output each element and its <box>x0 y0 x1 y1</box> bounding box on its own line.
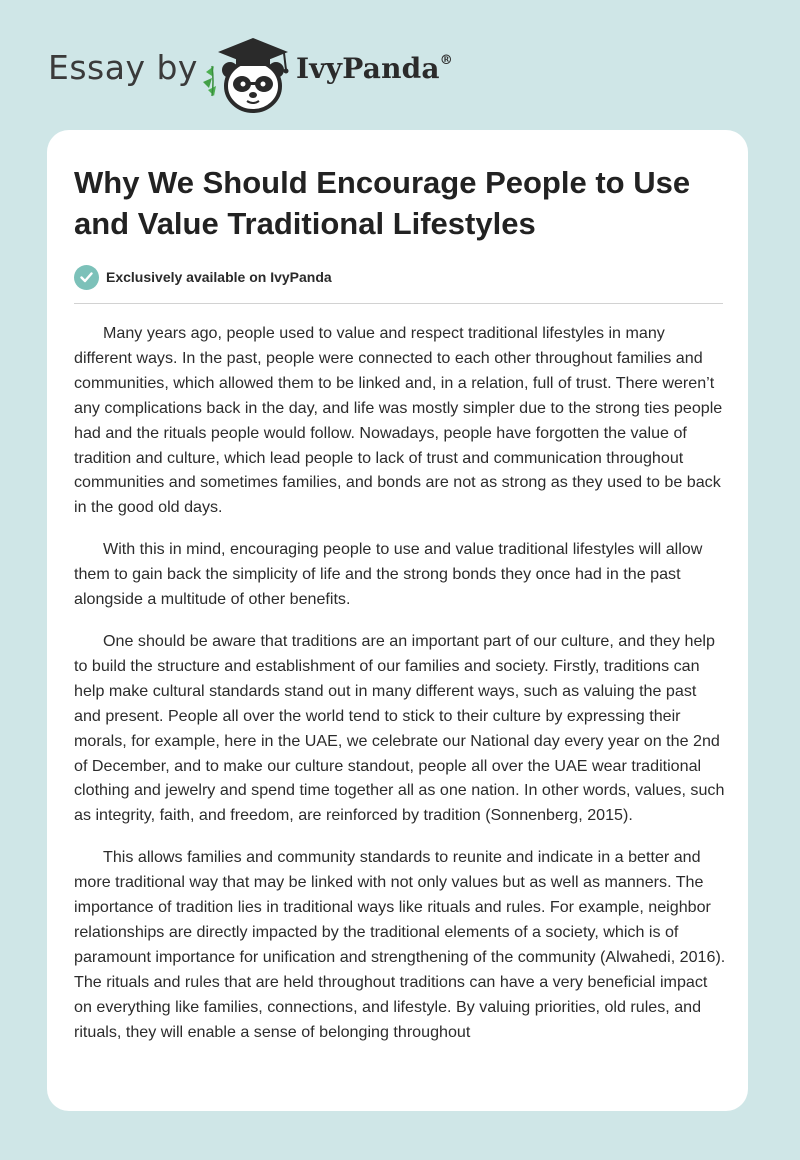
essay-body <box>74 321 726 1061</box>
paragraph: One should be aware that traditions are an important part of our culture, and they help to build the structure and establishment of our families and society. Firstly, traditions can help make cultural standards stand out in many different ways, such as valuing the past and present. People all over the world tend to stick to their culture by expressing their morals, for example, here in the UAE, we celebrate our National day every year on the 2nd of December, and to make our culture standout, people all over the UAE wear traditional clothing and jewelry and spend time together all as one nation. In other words, values, such as integrity, faith, and freedom, are reinforced by tradition (Sonnenberg, 2015). <box>74 631 725 825</box>
essay-card <box>47 130 748 1111</box>
page-title: Why We Should Encourage People to Use and Value Traditional Lifestyles <box>74 165 691 241</box>
badge-label: Exclusively available on IvyPanda <box>106 269 332 285</box>
registered-mark: ® <box>439 52 453 68</box>
ivypanda-logo[interactable] <box>200 30 296 114</box>
site-header <box>48 30 508 114</box>
check-circle-icon <box>74 265 99 290</box>
exclusive-badge <box>74 264 332 290</box>
paragraph: This allows families and community standards to reunite and indicate in a better and more traditional way that may be linked with not only values but as well as manners. The importance of tradition lies in traditional ways like rituals and rules. For example, neighbor relationships are directly impacted by the traditional elements of a society, which is of paramount importance for unification and strengthening of the community (Alwahedi, 2016). The rituals and rules that are held throughout traditions can have a very beneficial impact on everything like families, connections, and lifestyle. By valuing priorities, old rules, and rituals, they will enable a sense of belonging throughout <box>74 848 726 1041</box>
divider <box>74 303 723 304</box>
brand-text: IvyPanda <box>296 52 440 85</box>
checkmark-icon <box>80 272 93 283</box>
panda-graduate-icon <box>200 30 296 114</box>
paragraph: Many years ago, people used to value and respect traditional lifestyles in many different ways. In the past, people were connected to each other throughout families and communities, which allowed them to be linked and, in a relation, full of trust. There weren’t any complications back in the day, and life was mostly simpler due to the strong ties people had and the rituals people would follow. Nowadays, people have forgotten the value of tradition and culture, which lead people to lack of trust and communication throughout communities and sometimes families, and bonds are not as strong as they used to be back in the good old days. <box>74 324 723 517</box>
paragraph: With this in mind, encouraging people to use and value traditional lifestyles will allow them to gain back the simplicity of life and the strong bonds they once had in the past alongside a multitude of other benefits. <box>74 540 703 609</box>
brand-name[interactable] <box>296 52 453 85</box>
essay-by-label: Essay by <box>48 48 198 87</box>
